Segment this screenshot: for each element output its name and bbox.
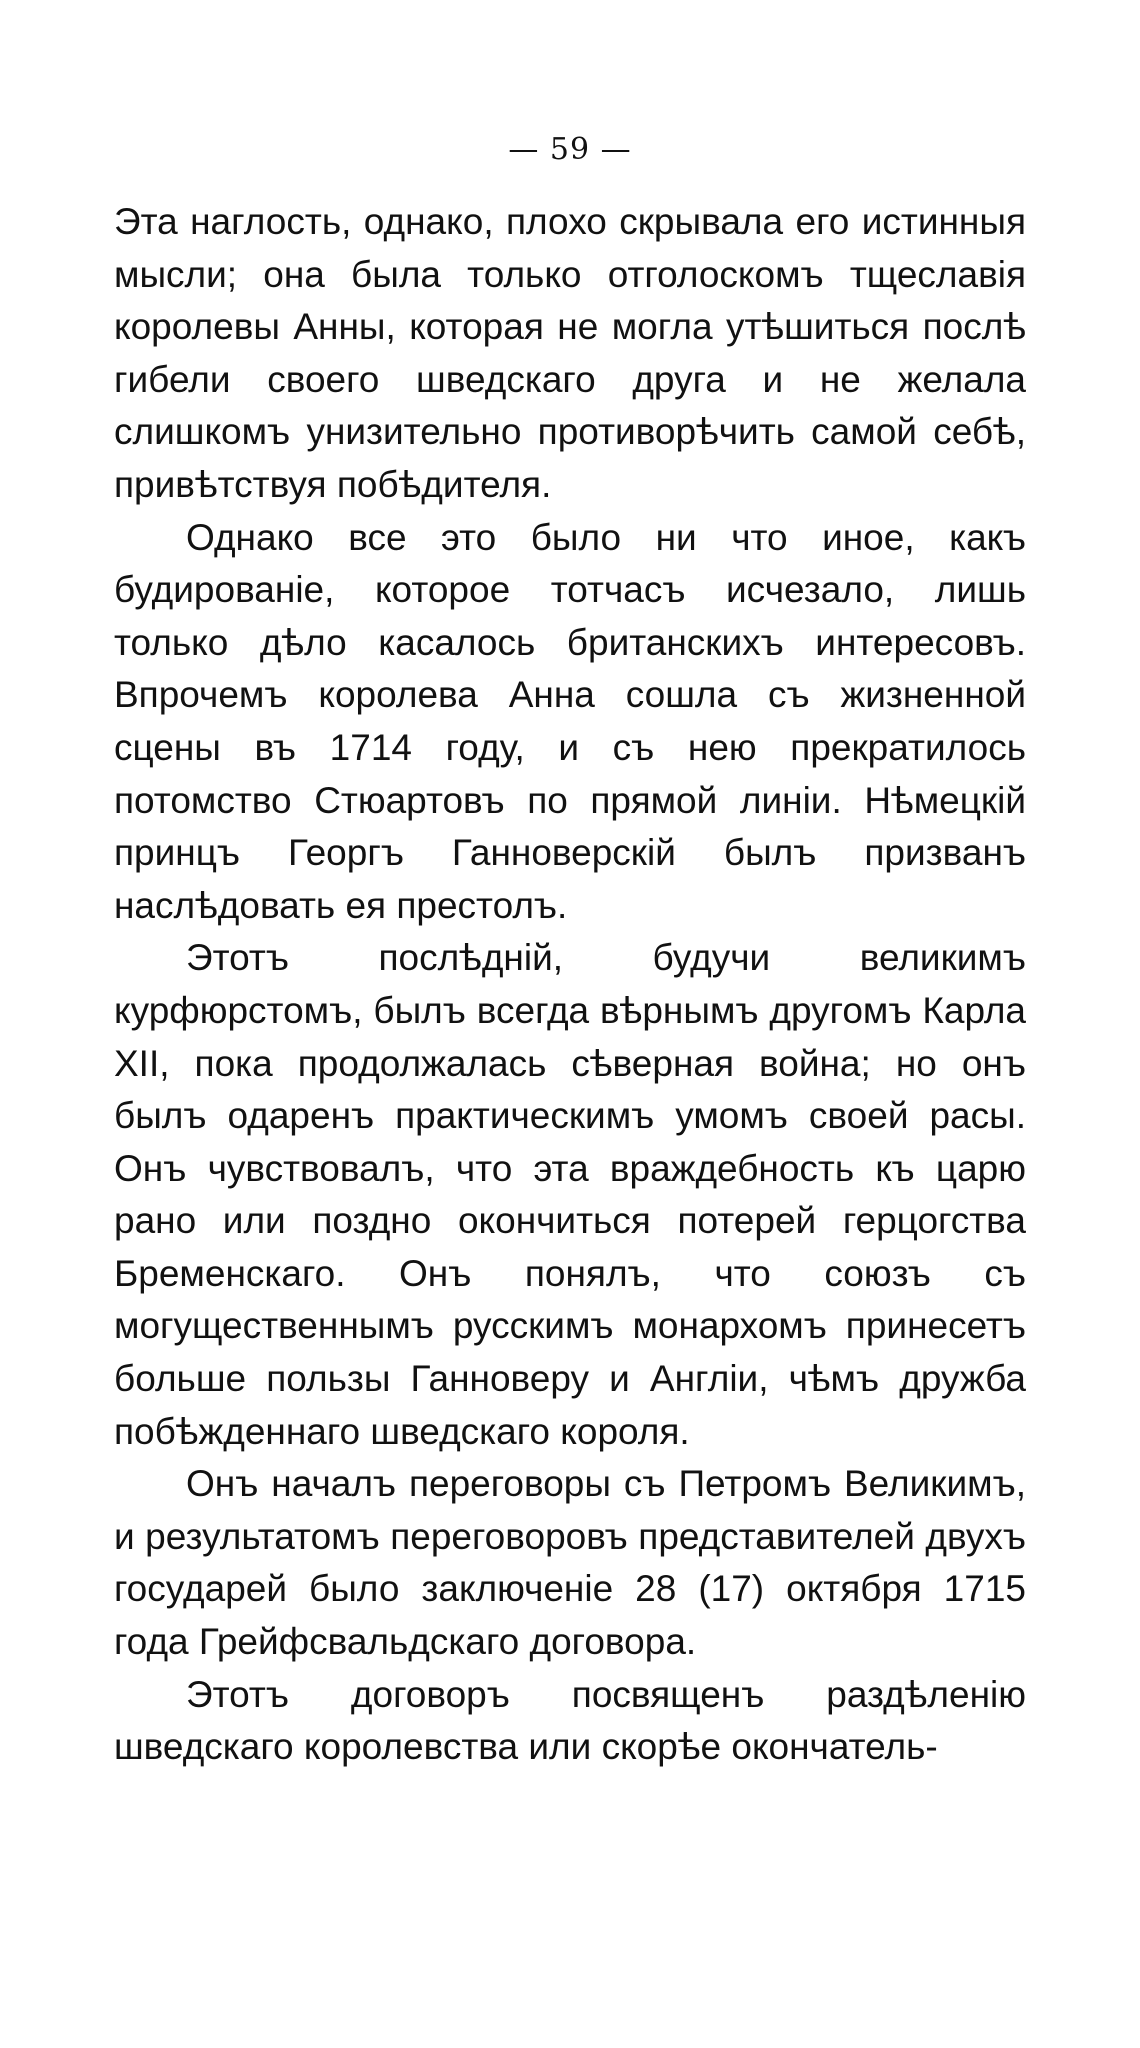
paragraph: Онъ началъ переговоры съ Петромъ Великимъ, и результатомъ переговоровъ представителей двухъ государей было заключеніе 28 (17) октября 1715 года Грейфсвальдскаго договора.	[114, 1463, 1026, 1663]
paragraph: Однако все это было ни что иное, какъ будированіе, которое тотчасъ исчезало, лишь только дѣло касалось британскихъ интересовъ. Впрочемъ королева Анна сошла съ жизненной сцены въ 1714 году, и съ нею прекратилось потомство Стюартовъ по прямой линіи. Нѣмецкій принцъ Георгъ Ганноверскій былъ призванъ наслѣдовать ея престолъ.	[114, 516, 1026, 926]
paragraph: Этотъ послѣдній, будучи великимъ курфюрстомъ, былъ всегда вѣрнымъ другомъ Карла XII, пока продолжалась сѣверная война; но онъ былъ одаренъ практическимъ умомъ своей расы. Онъ чувствовалъ, что эта враждебность къ царю рано или поздно окончиться потерей герцогства Бременскаго. Онъ понялъ, что союзъ съ могущественнымъ русскимъ монархомъ принесетъ больше пользы Ганноверу и Англіи, чѣмъ дружба побѣжденнаго шведскаго короля.	[114, 937, 1026, 1452]
page-number: — 59 —	[508, 132, 632, 167]
paragraph-continuation: Эта наглость, однако, плохо скрывала его истинныя мысли; она была только отголоскомъ тщеславія королевы Анны, которая не могла утѣшиться послѣ гибели своего шведскаго друга и не желала слишкомъ унизительно противорѣчить самой себѣ, привѣтствуя побѣдителя.	[114, 201, 1026, 505]
paragraph: Этотъ договоръ посвященъ раздѣленію шведскаго королевства или скорѣе окончатель-	[114, 1673, 1026, 1768]
page-text	[114, 196, 1026, 1774]
